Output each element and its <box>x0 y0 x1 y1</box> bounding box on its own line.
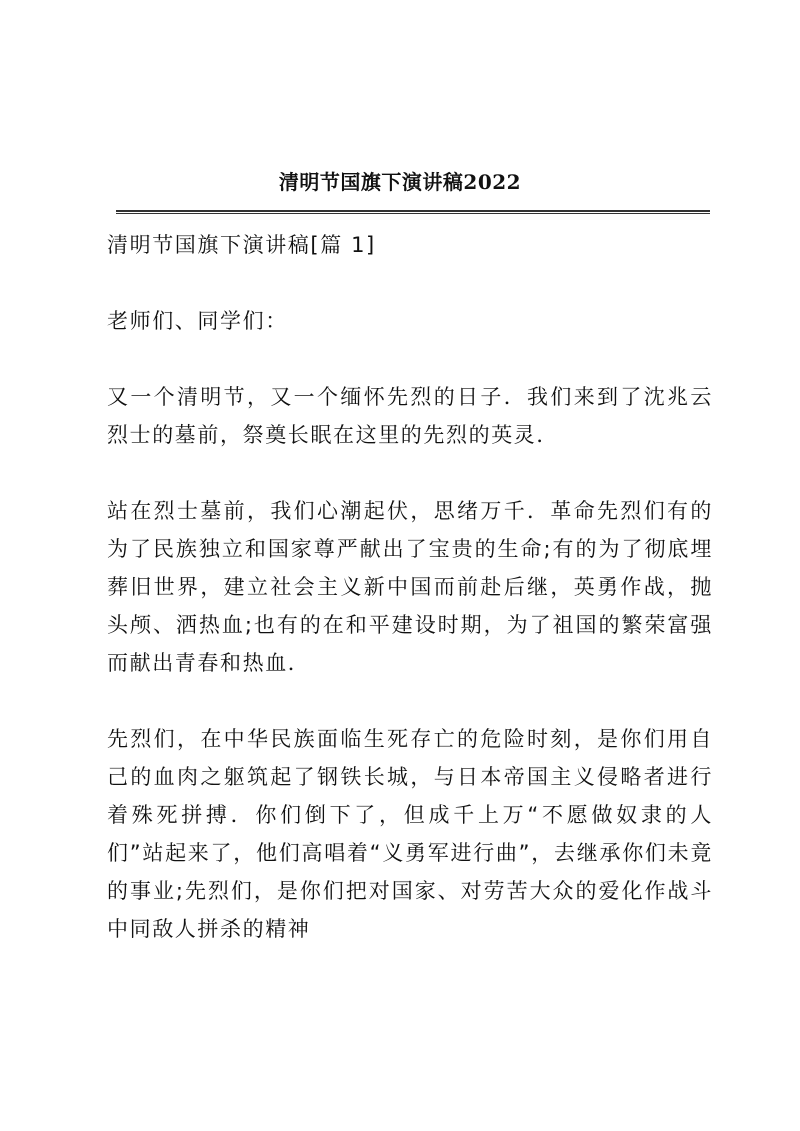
section-heading: 清明节国旗下演讲稿[篇 1] <box>107 233 376 257</box>
paragraph-3: 先烈们，在中华民族面临生死存亡的危险时刻，是你们用自己的血肉之躯筑起了钢铁长城，与日本帝国主义侵略者进行着殊死拼搏．你们倒下了，但成千上万“不愿做奴隶的人们”站起来了，他们高唱着“义勇军进行曲”，去继承你们未竟的事业;先烈们，是你们把对国家、对劳苦大众的爱化作战斗中同敌人拼杀的精神 <box>107 727 713 941</box>
paragraph-salutation: 老师们、同学们： <box>107 309 288 333</box>
title-divider <box>116 210 710 214</box>
paragraph-gap <box>107 340 713 378</box>
paragraph-gap <box>107 264 713 302</box>
document-title: 清明节国旗下演讲稿2022 <box>278 170 522 194</box>
paragraph-gap <box>107 454 713 492</box>
paragraph-gap <box>107 682 713 720</box>
document-body <box>107 226 713 948</box>
paragraph-2: 站在烈士墓前，我们心潮起伏，思绪万千．革命先烈们有的为了民族独立和国家尊严献出了宝贵的生命;有的为了彻底埋葬旧世界，建立社会主义新中国而前赴后继，英勇作战，抛头颅、洒热血;也有的在和平建设时期，为了祖国的繁荣富强而献出青春和热血． <box>107 499 713 675</box>
paragraph-1: 又一个清明节，又一个缅怀先烈的日子．我们来到了沈兆云烈士的墓前，祭奠长眠在这里的先烈的英灵． <box>107 385 713 447</box>
